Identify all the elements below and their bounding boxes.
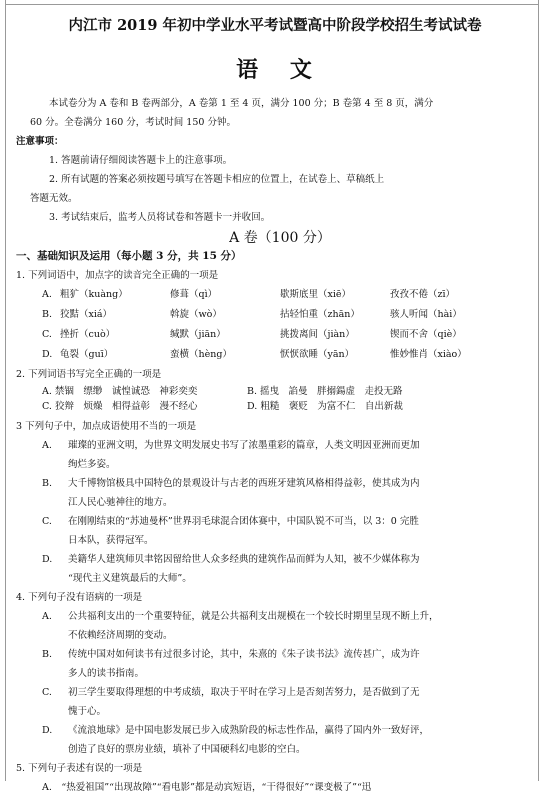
q3-option-b [30,474,530,512]
q2-options-row-2 [30,399,530,414]
option-item: 狡黠（xiá） [60,309,113,320]
option-text: 公共福利支出的一个重要特征，就是公共福利支出规模在一个较长时期里呈现不断上升， [68,611,439,622]
part-a-title: A 卷（100 分） [229,230,331,246]
q2-option-b: B. 摇曳 諂曼 胖搦鍚虚 走投无路 [247,386,403,397]
q1-option-b [30,305,530,325]
note-1: 1. 答题前请仔细阅读答题卡上的注意事项。 [49,155,233,166]
q1-option-c [30,325,530,345]
q2-option-c: C. 狡辩 烦燥 相得益彰 漫不经心 [42,401,198,412]
option-text: 传统中国对如何读书有过很多讨论，其中，朱熹的《朱子读书法》流传甚广，成为许 [68,649,420,660]
option-letter: A. [42,440,52,451]
option-text: 美籍华人建筑师贝聿铭因留给世人众多经典的建筑作品而鲜为人知，被不少媒体称为 [68,554,420,565]
subject-title: 语 文 [236,57,324,83]
q4-option-b [30,645,530,683]
option-item: 粗犷（kuàng） [60,289,128,300]
section-1-title: 一、基础知识及运用（每小题 3 分，共 15 分） [16,250,242,262]
option-item: 惟妙惟肖（xiào） [390,349,467,360]
page-border-right [538,0,539,781]
option-text: 绚烂多姿。 [68,459,116,470]
option-item: 骇人听闻（hài） [390,309,462,320]
option-letter: B. [42,309,53,320]
option-item: 恹恹欲睡（yān） [280,349,355,360]
intro-line-2: 60 分。全卷满分 160 分，考试时间 150 分钟。 [30,117,236,128]
q3-stem: 3 下列句子中，加点成语使用不当的一项是 [16,421,197,432]
q3-option-a [30,436,530,474]
q4-option-d [30,721,530,759]
q3-option-c [30,512,530,550]
q4-stem: 4. 下列句子没有语病的一项是 [16,592,143,603]
q2-options-row-1 [30,384,530,399]
option-item: 龟裂（guī） [60,349,114,360]
option-item: 拈轻怕重（zhān） [280,309,360,320]
option-item: 歇斯底里（xiē） [280,289,352,300]
option-text: 创造了良好的票房业绩，填补了中国硬科幻电影的空白。 [68,744,306,755]
option-letter: C. [42,329,52,340]
option-text: 大千博物馆极具中国特色的景观设计与古老的西班牙建筑风格相得益彰，使其成为内 [68,478,420,489]
option-letter: C. [42,516,52,527]
option-text: 初三学生要取得理想的中考成绩，取决于平时在学习上是否刻苦努力，是否做到了无 [68,687,420,698]
page-border-top [5,4,539,5]
option-text: 不依赖经济周期的变动。 [68,630,173,641]
option-letter: B. [42,478,53,489]
option-text: 多人的读书指南。 [68,668,145,679]
exam-title: 内江市 2019 年初中学业水平考试暨高中阶段学校招生考试试卷 [68,17,482,34]
option-text: 愧于心。 [68,706,107,717]
note-2: 2. 所有试题的答案必须按题号填写在答题卡相应的位置上，在试卷上、草稿纸上 [49,174,385,185]
q4-option-c [30,683,530,721]
option-item: 孜孜不倦（zī） [390,289,456,300]
q4-option-a [30,607,530,645]
note-3: 3. 考试结束后，监考人员将试卷和答题卡一并收回。 [49,212,271,223]
option-letter: D. [42,349,53,360]
exam-page [16,14,530,797]
option-text: 《流浪地球》是中国电影发展已步入成熟阶段的标志性作品，赢得了国内外一致好评， [68,725,430,736]
option-item: 修葺（qì） [170,289,218,300]
q2-option-a: A. 禁锢 缥缈 诚惶诚恐 神彩奕奕 [42,386,198,397]
option-text: 璀璨的亚洲文明，为世界文明发展史书写了浓墨重彩的篇章，人类文明因亚洲而更加 [68,440,420,451]
option-letter: C. [42,687,52,698]
option-text: 在刚刚结束的“苏迪曼杯”世界羽毛球混合团体赛中，中国队锐不可当，以 3：0 完胜 [68,516,419,527]
option-letter: B. [42,649,53,660]
q1-option-d [30,345,530,365]
q5-option-a: A. “热爱祖国”“出现故障”“看电影”都是动宾短语，“干得很好”“课变极了”“迅 [42,782,372,793]
option-text: “现代主义建筑最后的大师”。 [68,573,192,584]
q3-option-d [30,550,530,588]
option-item: 斡旋（wò） [170,309,222,320]
q2-option-d: D. 粗糙 褒贬 为富不仁 自出新裁 [247,401,403,412]
notes-title: 注意事项： [16,136,64,147]
option-item: 蛮横（hèng） [170,349,232,360]
q2-stem: 2. 下列词语书写完全正确的一项是 [16,369,162,380]
page-border-left [5,0,6,781]
option-letter: D. [42,725,53,736]
q1-stem: 1. 下列词语中，加点字的读音完全正确的一项是 [16,270,219,281]
q1-option-a [30,285,530,305]
option-item: 挑拨离间（jiàn） [280,329,355,340]
option-letter: A. [42,289,52,300]
option-item: 缄默（jiān） [170,329,226,340]
option-letter: D. [42,554,53,565]
option-text: 江人民心驰神往的地方。 [68,497,173,508]
intro-line-1: 本试卷分为 A 卷和 B 卷两部分，A 卷第 1 至 4 页，满分 100 分；B 卷第 4 至 8 页，满分 [49,98,434,109]
option-letter: A. [42,611,52,622]
q5-stem: 5. 下列句子表述有误的一项是 [16,763,143,774]
q1-options [30,285,530,365]
option-item: 挫折（cuò） [60,329,116,340]
option-text: 日本队，获得冠军。 [68,535,154,546]
option-item: 锲而不舍（qiè） [390,329,462,340]
note-2-cont: 答题无效。 [30,193,78,204]
